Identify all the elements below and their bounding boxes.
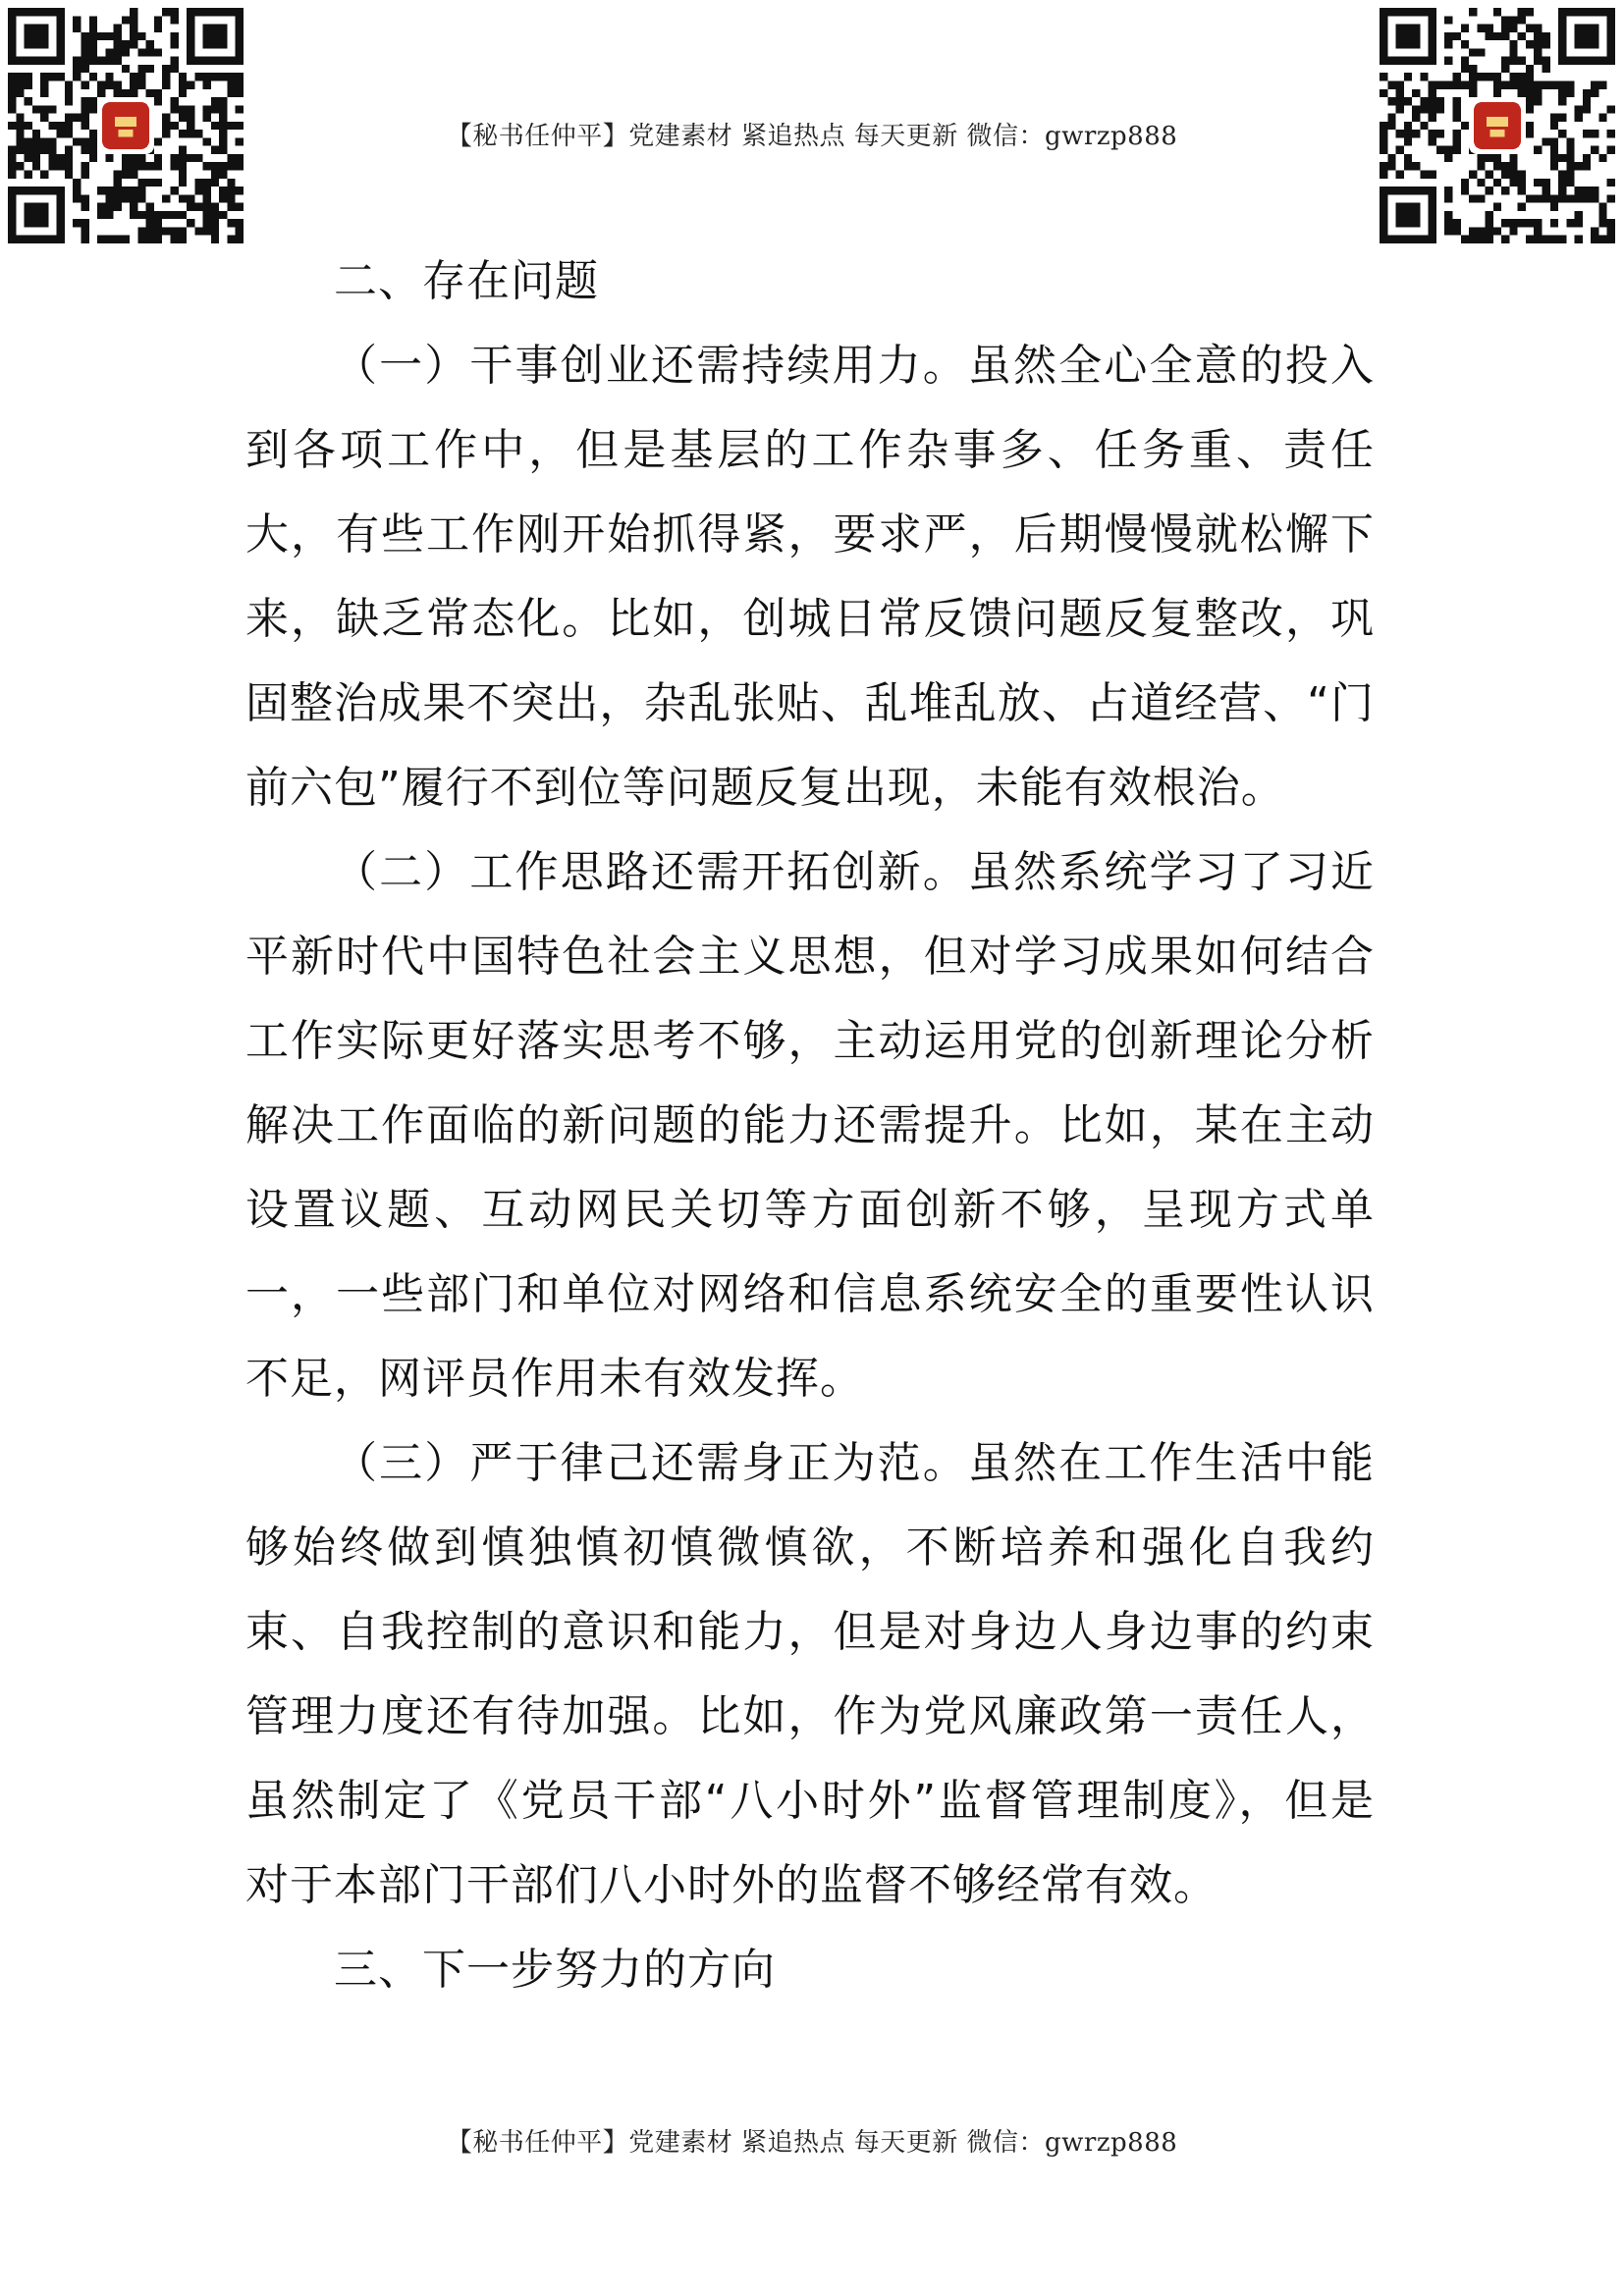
header-watermark-note: 【秘书任仲平】党建素材 紧追热点 每天更新 微信：gwrzp888: [446, 122, 1178, 151]
section-2-title: 二、存在问题: [334, 256, 599, 306]
document-body: [245, 240, 1375, 2012]
section-3-title: 三、下一步努力的方向: [334, 1945, 776, 1995]
paragraph-1: （一）干事创业还需持续用力。虽然全心全意的投入到各项工作中，但是基层的工作杂事多、任务重、责任大，有些工作刚开始抓得紧，要求严，后期慢慢就松懈下来，缺乏常态化。比如，创城日常反馈问题反复整改，巩固整治成果不突出，杂乱张贴、乱堆乱放、占道经营、“门前六包”履行不到位等问题反复出现，未能有效根治。: [245, 341, 1375, 813]
paragraph-2: （二）工作思路还需开拓创新。虽然系统学习了习近平新时代中国特色社会主义思想，但对学习成果如何结合工作实际更好落实思考不够，主动运用党的创新理论分析解决工作面临的新问题的能力还需提升。比如，某在主动设置议题、互动网民关切等方面创新不够，呈现方式单一，一些部门和单位对网络和信息系统安全的重要性认识不足，网评员作用未有效发挥。: [245, 847, 1375, 1404]
footer-watermark-note: 【秘书任仲平】党建素材 紧追热点 每天更新 微信：gwrzp888: [446, 2128, 1178, 2158]
paragraph-3: （三）严于律己还需身正为范。虽然在工作生活中能够始终做到慎独慎初慎微慎欲，不断培养和强化自我约束、自我控制的意识和能力，但是对身边人身边事的约束管理力度还有待加强。比如，作为党风廉政第一责任人，虽然制定了《党员干部“八小时外”监督管理制度》，但是对于本部门干部们八小时外的监督不够经常有效。: [245, 1438, 1375, 1910]
